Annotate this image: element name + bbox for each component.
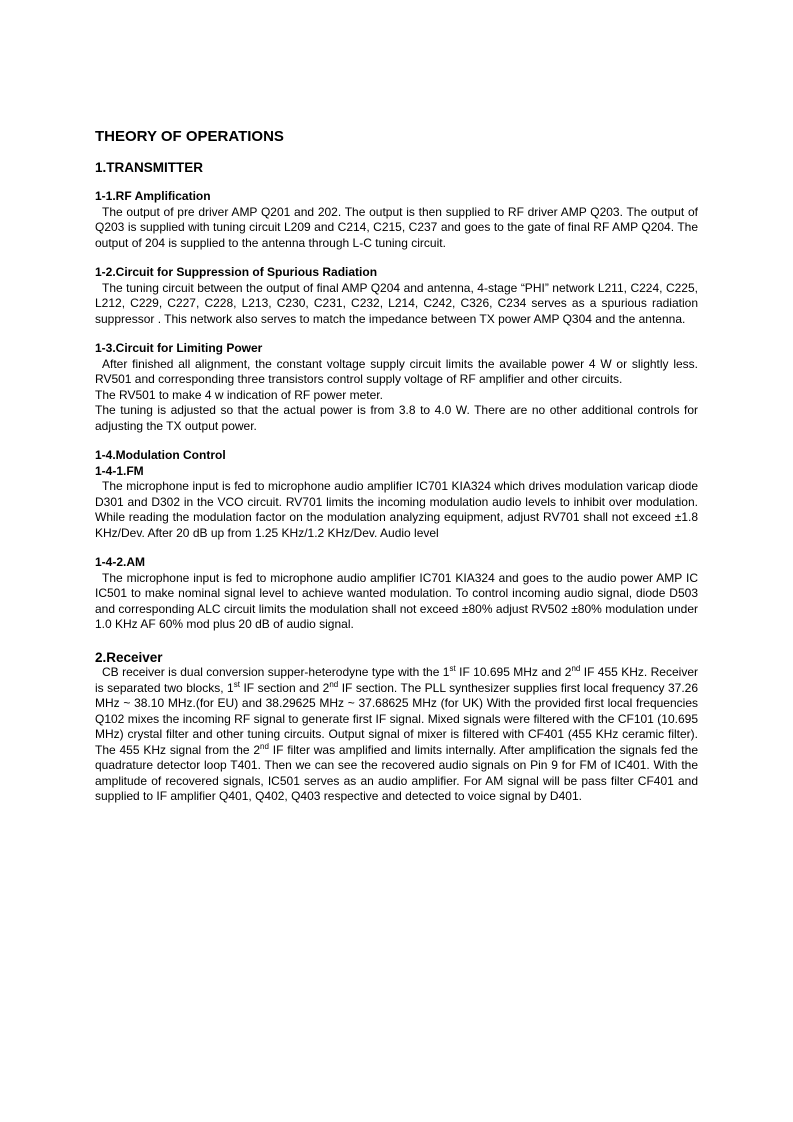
section-gap (95, 434, 698, 448)
receiver-text-part: IF 455 KHz. Receiver is separated two blocks, 1 (95, 665, 698, 695)
receiver-text (95, 665, 698, 805)
document-page (95, 128, 698, 805)
am-heading: 1-4-2.AM (95, 555, 146, 569)
superscript: nd (260, 741, 269, 751)
superscript: nd (571, 664, 581, 673)
limiting-text-3: The tuning is adjusted so that the actual power is from 3.8 to 4.0 W. There are no other additional controls for adjusting the TX output power. (95, 403, 698, 433)
am-text: The microphone input is fed to microphone audio amplifier IC701 KIA324 and goes to the audio power AMP IC IC501 to make nominal signal level to achieve wanted modulation. To control incoming audio signal, diode D503 and corresponding ALC circuit limits the modulation shall not exceed ±80% adjust RV502 ±80% modulation under 1.0 KHz AF 60% mod plus 20 dB of audio signal. (95, 570, 698, 631)
superscript: st (233, 679, 240, 689)
receiver-text-part: IF section. The PLL synthesizer supplies first local frequency 37.26 MHz ~ 38.10 MHz.(for EU) and 38.29625 MHz ~ 37.68625 MHz (for UK) With the provided first local frequencies Q102 mixes the incoming RF signal to generate first IF signal. Mixed signals were filtered with the CF101 (10.695 MHz) crystal filter and other tuning circuits. Output signal of mixer is filtered with CF401 (455 KHz ceramic filter). The 455 KHz signal from the 2 (95, 680, 698, 757)
receiver-heading: 2.Receiver (95, 649, 163, 665)
section-gap (95, 541, 698, 555)
limiting-text-1: After finished all alignment, the constant voltage supply circuit limits the available power 4 W or slightly less. RV501 and corresponding three transistors control supply voltage of RF amplifier and other circuits. (95, 356, 698, 386)
superscript: st (449, 664, 456, 673)
page-title: THEORY OF OPERATIONS (95, 128, 284, 145)
section-gap (95, 251, 698, 265)
receiver-text-part: IF 10.695 MHz and 2 (455, 665, 572, 679)
superscript: nd (329, 679, 339, 689)
receiver-text-part: IF filter was amplified and limits internally. After amplification the signals fed the quadrature detector loop T401. Then we can see the recovered audio signals on Pin 9 for FM of IC401. With the amplitude of recovered signals, IC501 serves as an audio amplifier. For AM signal will be pass filter CF401 and supplied to IF amplifier Q401, Q402, Q403 respective and detected to voice signal by D401. (95, 742, 698, 803)
transmitter-heading: 1.TRANSMITTER (95, 160, 203, 175)
spurious-text: The tuning circuit between the output of final AMP Q204 and antenna, 4-stage “PHI” network L211, C224, C225, L212, C229, C227, C228, L213, C230, C231, C232, L214, C242, C326, C234 serves as a spurious radiation suppressor . This network also serves to match the impedance between TX power AMP Q304 and the antenna. (95, 280, 698, 326)
section-gap (95, 327, 698, 341)
section-gap (95, 633, 698, 650)
limiting-text-2: The RV501 to make 4 w indication of RF power meter. (95, 387, 383, 402)
receiver-text-part: IF section and 2 (239, 680, 330, 695)
rf-amplification-heading: 1-1.RF Amplification (95, 189, 211, 203)
receiver-text-part: CB receiver is dual conversion supper-heterodyne type with the 1 (102, 665, 450, 679)
spurious-heading: 1-2.Circuit for Suppression of Spurious Radiation (95, 265, 378, 279)
rf-amplification-text: The output of pre driver AMP Q201 and 202. The output is then supplied to RF driver AMP Q203. The output of Q203 is supplied with tuning circuit L209 and C214, C215, C237 and goes to the gate of final RF AMP Q204. The output of 204 is supplied to the antenna through L-C tuning circuit. (95, 204, 698, 250)
fm-heading: 1-4-1.FM (95, 463, 144, 478)
limiting-heading: 1-3.Circuit for Limiting Power (95, 341, 263, 355)
fm-text: The microphone input is fed to microphone audio amplifier IC701 KIA324 which drives modulation varicap diode D301 and D302 in the VCO circuit. RV701 limits the incoming modulation audio levels to inhibit over modulation. While reading the modulation factor on the modulation analyzing equipment, adjust RV701 shall not exceed ±1.8 KHz/Dev. After 20 dB up from 1.25 KHz/1.2 KHz/Dev. Audio level (95, 479, 698, 540)
modulation-heading: 1-4.Modulation Control (95, 448, 226, 462)
